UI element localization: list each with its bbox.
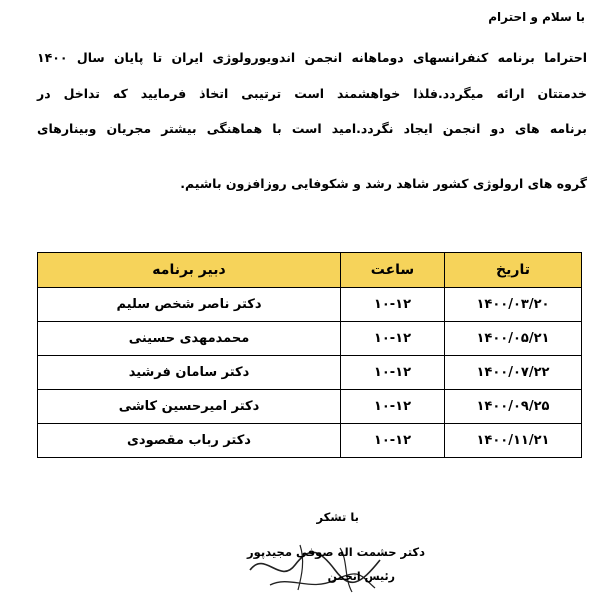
signer-name: دکتر حشمت اله صوفی مجیدپور bbox=[247, 545, 425, 559]
cell-date: ۱۴۰۰/۰۳/۲۰ bbox=[445, 288, 582, 322]
greeting: با سلام و احترام bbox=[488, 10, 585, 24]
cell-time: ۱۰-۱۲ bbox=[341, 390, 445, 424]
cell-host: دکتر ناصر شخص سلیم bbox=[38, 288, 341, 322]
schedule-table bbox=[37, 252, 582, 458]
header-host: دبیر برنامه bbox=[38, 253, 341, 288]
closing-thanks: با تشکر bbox=[316, 510, 359, 524]
table-row bbox=[38, 288, 582, 322]
signer-title: رئیس انجمن bbox=[327, 570, 395, 583]
cell-time: ۱۰-۱۲ bbox=[341, 356, 445, 390]
paragraph-line-3: برنامه های دو انجمن ایجاد نگردد.امید است با هماهنگی بیشتر مجریان وبینارهای bbox=[37, 121, 587, 136]
cell-host: دکتر رباب مقصودی bbox=[38, 424, 341, 458]
table-row bbox=[38, 424, 582, 458]
cell-time: ۱۰-۱۲ bbox=[341, 288, 445, 322]
cell-date: ۱۴۰۰/۰۹/۲۵ bbox=[445, 390, 582, 424]
cell-date: ۱۴۰۰/۰۷/۲۲ bbox=[445, 356, 582, 390]
cell-time: ۱۰-۱۲ bbox=[341, 322, 445, 356]
table-header-row bbox=[38, 253, 582, 288]
table-row bbox=[38, 390, 582, 424]
cell-host: محمدمهدی حسینی bbox=[38, 322, 341, 356]
table-row bbox=[38, 322, 582, 356]
paragraph-line-2: خدمتتان ارائه میگردد.فلذا خواهشمند است ترتیبی اتخاذ فرمایید که تداخل در bbox=[37, 86, 587, 101]
cell-host: دکتر سامان فرشید bbox=[38, 356, 341, 390]
cell-date: ۱۴۰۰/۰۵/۲۱ bbox=[445, 322, 582, 356]
handwritten-signature bbox=[240, 530, 390, 600]
table-row bbox=[38, 356, 582, 390]
header-time: ساعت bbox=[341, 253, 445, 288]
paragraph-line-4: گروه های ارولوژی کشور شاهد رشد و شکوفایی روزافزون باشیم. bbox=[180, 176, 587, 191]
cell-host: دکتر امیرحسین کاشی bbox=[38, 390, 341, 424]
cell-time: ۱۰-۱۲ bbox=[341, 424, 445, 458]
cell-date: ۱۴۰۰/۱۱/۲۱ bbox=[445, 424, 582, 458]
header-date: تاریخ bbox=[445, 253, 582, 288]
paragraph-line-1: احتراما برنامه کنفرانسهای دوماهانه انجمن اندویورولوژی ایران تا پایان سال ۱۴۰۰ bbox=[37, 50, 587, 65]
